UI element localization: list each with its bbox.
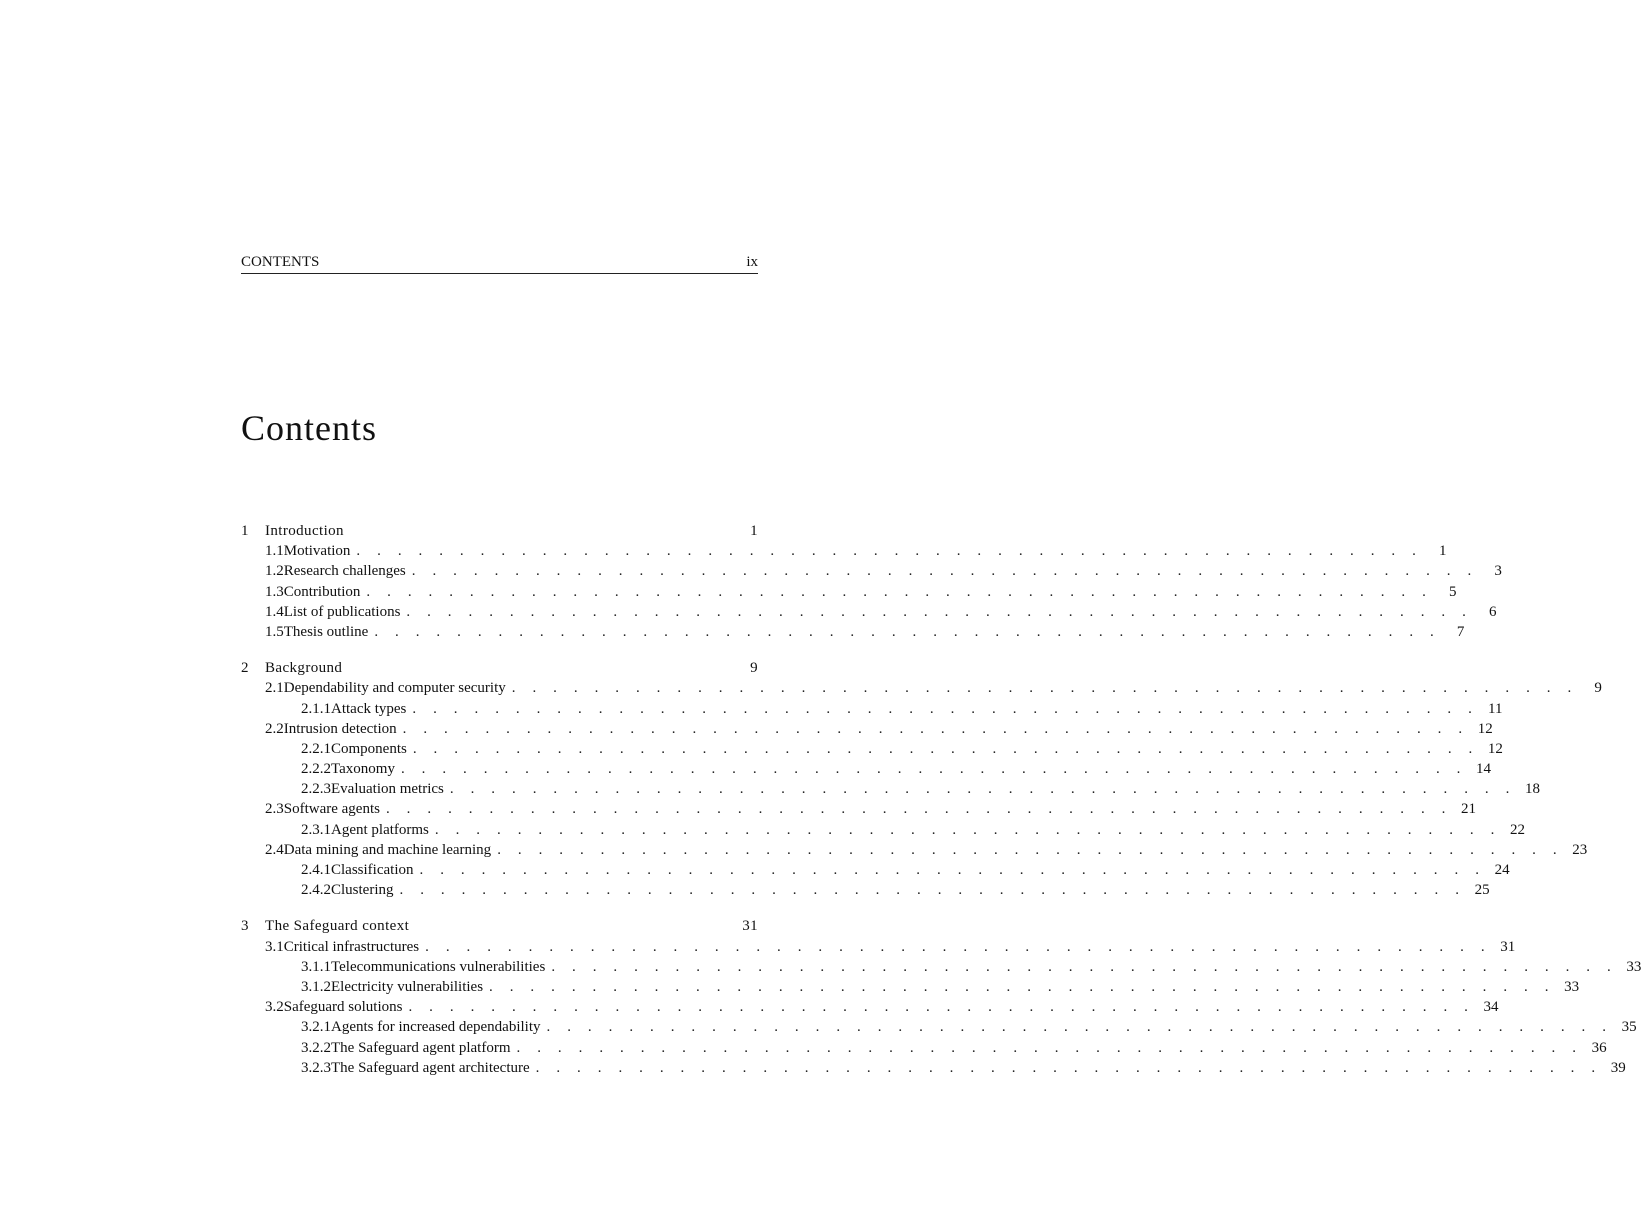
- toc-entry-title: Critical infrastructures: [283, 938, 420, 955]
- toc-entry-title: Electricity vulnerabilities: [331, 978, 484, 995]
- toc-dot-leader: . . . . . . . . . . . . . . . . . . . . . . . . . . . . . . . . . . . . . . . . . . . . . . . . . . . .: [551, 958, 1618, 975]
- toc-section-entry[interactable]: [241, 1038, 1607, 1058]
- toc-entry-number: 2.4.2: [301, 882, 331, 899]
- toc-entry-page: 9: [1594, 680, 1602, 697]
- toc-section-entry[interactable]: [241, 840, 1588, 860]
- toc-section-entry[interactable]: [241, 957, 1641, 977]
- toc-entry-number: 1.4: [265, 603, 284, 620]
- toc-entry-page: 14: [1476, 761, 1492, 778]
- toc-entry-page: 25: [1474, 882, 1490, 899]
- toc-section-entry[interactable]: [241, 602, 1497, 622]
- toc-entry-title: List of publications: [283, 603, 401, 620]
- toc-entry-title: Software agents: [283, 801, 380, 818]
- toc-section-entry[interactable]: [241, 739, 1503, 759]
- toc-entry-title: Introduction: [265, 523, 344, 539]
- toc-entry-number: 2: [241, 660, 249, 677]
- toc-entry-number: 1.3: [265, 583, 284, 600]
- toc-entry-page: 31: [742, 918, 758, 935]
- toc-entry-page: 7: [1456, 623, 1465, 640]
- toc-entry-page: 39: [1610, 1059, 1626, 1076]
- toc-entry-number: 2.4: [265, 841, 284, 858]
- toc-dot-leader: . . . . . . . . . . . . . . . . . . . . . . . . . . . . . . . . . . . . . . . . . . . . . . . . . . . .: [356, 543, 1423, 560]
- toc-entry-title: Research challenges: [283, 563, 406, 580]
- toc-dot-leader: . . . . . . . . . . . . . . . . . . . . . . . . . . . . . . . . . . . . . . . . . . . . . . . . . . . .: [425, 938, 1492, 955]
- toc-entry-number: 3.1.1: [301, 958, 331, 975]
- toc-dot-leader: . . . . . . . . . . . . . . . . . . . . . . . . . . . . . . . . . . . . . . . . . . . . . . . . . . . .: [516, 1039, 1583, 1056]
- toc-dot-leader: . . . . . . . . . . . . . . . . . . . . . . . . . . . . . . . . . . . . . . . . . . . . . . . . . . . .: [434, 821, 1501, 838]
- toc-section-entry[interactable]: [241, 860, 1510, 880]
- toc-dot-leader: . . . . . . . . . . . . . . . . . . . . . . . . . . . . . . . . . . . . . . . . . . . . . . . . . . . .: [412, 700, 1479, 717]
- toc-dot-leader: . . . . . . . . . . . . . . . . . . . . . . . . . . . . . . . . . . . . . . . . . . . . . . . . . . . .: [406, 603, 1473, 620]
- toc-entry-page: 21: [1461, 801, 1477, 818]
- toc-entry-number: 2.2.3: [301, 781, 331, 798]
- toc-entry-title: The Safeguard agent platform: [331, 1039, 511, 1056]
- toc-entry-title: Classification: [331, 862, 414, 878]
- toc-entry-title: Attack types: [331, 700, 407, 717]
- toc-entry-number: 2.3.1: [301, 821, 331, 838]
- toc-entry-number: 3: [241, 918, 249, 935]
- toc-chapter-entry[interactable]: [241, 916, 758, 936]
- toc-dot-leader: . . . . . . . . . . . . . . . . . . . . . . . . . . . . . . . . . . . . . . . . . . . . . . . . . . . .: [412, 740, 1479, 757]
- toc-dot-leader: . . . . . . . . . . . . . . . . . . . . . . . . . . . . . . . . . . . . . . . . . . . . . . . . . . . .: [546, 1019, 1613, 1036]
- toc-entry-title: Data mining and machine learning: [283, 841, 492, 858]
- toc-entry-title: Agent platforms: [331, 821, 429, 838]
- toc-dot-leader: . . . . . . . . . . . . . . . . . . . . . . . . . . . . . . . . . . . . . . . . . . . . . . . . . . . .: [449, 781, 1516, 798]
- toc-section-entry[interactable]: [241, 779, 1540, 799]
- toc-section-entry[interactable]: [241, 997, 1499, 1017]
- toc-dot-leader: . . . . . . . . . . . . . . . . . . . . . . . . . . . . . . . . . . . . . . . . . . . . . . . . . . . .: [366, 583, 1433, 600]
- toc-section-entry[interactable]: [241, 880, 1490, 900]
- toc-entry-number: 2.2.2: [301, 761, 331, 778]
- toc-entry-page: 33: [1626, 958, 1641, 975]
- toc-section-entry[interactable]: [241, 1058, 1626, 1078]
- toc-dot-leader: . . . . . . . . . . . . . . . . . . . . . . . . . . . . . . . . . . . . . . . . . . . . . . . . . . . .: [411, 563, 1478, 580]
- toc-section-entry[interactable]: [241, 582, 1457, 602]
- toc-section-entry[interactable]: [241, 799, 1477, 819]
- toc-entry-number: 2.1: [265, 680, 284, 697]
- toc-entry-number: 1.2: [265, 563, 284, 580]
- toc-entry-page: 22: [1509, 821, 1525, 838]
- toc-dot-leader: . . . . . . . . . . . . . . . . . . . . . . . . . . . . . . . . . . . . . . . . . . . . . . . . . . . .: [408, 999, 1475, 1016]
- page-number: ix: [746, 254, 758, 270]
- toc-entry-number: 2.3: [265, 801, 284, 818]
- running-title: CONTENTS: [241, 254, 320, 270]
- toc-entry-page: 1: [750, 523, 758, 539]
- toc-entry-number: 3.2.2: [301, 1039, 331, 1056]
- toc-dot-leader: . . . . . . . . . . . . . . . . . . . . . . . . . . . . . . . . . . . . . . . . . . . . . . . . . . . .: [535, 1059, 1602, 1076]
- toc-entry-number: 3.2: [265, 999, 284, 1016]
- toc-entry-title: Contribution: [283, 583, 361, 600]
- toc-entry-title: Agents for increased dependability: [331, 1019, 541, 1036]
- toc-entry-title: Clustering: [331, 882, 394, 899]
- toc-entry-number: 2.1.1: [301, 700, 331, 717]
- toc-entry-number: 2.2.1: [301, 740, 331, 757]
- toc-entry-number: 3.2.1: [301, 1019, 331, 1036]
- toc-entry-title: Telecommunications vulnerabilities: [331, 958, 546, 975]
- toc-entry-page: 11: [1488, 700, 1503, 717]
- toc-entry-page: 34: [1483, 999, 1499, 1016]
- toc-entry-page: 12: [1487, 740, 1503, 757]
- toc-entry-number: 2.2: [265, 720, 284, 737]
- toc-entry-title: Dependability and computer security: [283, 680, 506, 697]
- toc-entry-title: Safeguard solutions: [283, 999, 403, 1016]
- toc-entry-number: 3.1: [265, 938, 284, 955]
- toc-dot-leader: . . . . . . . . . . . . . . . . . . . . . . . . . . . . . . . . . . . . . . . . . . . . . . . . . . . .: [489, 978, 1556, 995]
- toc-entry-page: 36: [1591, 1039, 1607, 1056]
- toc-entry-number: 1.5: [265, 623, 284, 640]
- toc-entry-number: 3.1.2: [301, 978, 331, 995]
- toc-section-entry[interactable]: [241, 977, 1580, 997]
- toc-entry-number: 1: [241, 523, 249, 539]
- toc-section-entry[interactable]: [241, 759, 1492, 779]
- toc-section-entry[interactable]: [241, 699, 1503, 719]
- toc-section-entry[interactable]: [241, 719, 1493, 739]
- toc-entry-title: Components: [331, 740, 407, 757]
- toc-dot-leader: . . . . . . . . . . . . . . . . . . . . . . . . . . . . . . . . . . . . . . . . . . . . . . . . . . . .: [400, 761, 1468, 778]
- toc-section-entry[interactable]: [241, 541, 1447, 561]
- toc-entry-title: Taxonomy: [331, 761, 395, 778]
- toc-entry-page: 24: [1494, 862, 1510, 878]
- toc-dot-leader: . . . . . . . . . . . . . . . . . . . . . . . . . . . . . . . . . . . . . . . . . . . . . . . . . . . .: [402, 720, 1469, 737]
- toc-section-entry[interactable]: [241, 561, 1502, 581]
- toc-entry-page: 18: [1524, 781, 1540, 798]
- toc-entry-page: 5: [1448, 583, 1457, 600]
- toc-entry-page: 6: [1488, 603, 1497, 620]
- table-of-contents: [241, 521, 1641, 1078]
- toc-entry-page: 3: [1494, 563, 1502, 580]
- toc-section-entry[interactable]: [241, 622, 1465, 642]
- toc-dot-leader: . . . . . . . . . . . . . . . . . . . . . . . . . . . . . . . . . . . . . . . . . . . . . . . . . . . .: [419, 862, 1486, 878]
- toc-entry-title: Intrusion detection: [283, 720, 397, 737]
- toc-chapter-entry[interactable]: [241, 658, 758, 678]
- toc-dot-leader: . . . . . . . . . . . . . . . . . . . . . . . . . . . . . . . . . . . . . . . . . . . . . . . . . . . .: [385, 801, 1453, 818]
- toc-chapter-entry[interactable]: [241, 521, 758, 541]
- toc-entry-page: 35: [1621, 1019, 1637, 1036]
- running-header: [241, 253, 758, 274]
- toc-dot-leader: . . . . . . . . . . . . . . . . . . . . . . . . . . . . . . . . . . . . . . . . . . . . . . . . . . . .: [399, 882, 1466, 899]
- toc-entry-title: Evaluation metrics: [331, 781, 444, 798]
- toc-entry-title: Motivation: [283, 543, 351, 560]
- toc-entry-page: 12: [1477, 720, 1493, 737]
- toc-entry-title: Background: [265, 660, 343, 677]
- toc-entry-title: The Safeguard agent architecture: [331, 1059, 530, 1076]
- toc-section-entry[interactable]: [241, 820, 1525, 840]
- toc-entry-page: 9: [750, 660, 758, 677]
- toc-dot-leader: . . . . . . . . . . . . . . . . . . . . . . . . . . . . . . . . . . . . . . . . . . . . . . . . . . . .: [511, 680, 1578, 697]
- toc-entry-page: 1: [1438, 543, 1447, 560]
- toc-entry-number: 2.4.1: [301, 862, 331, 878]
- toc-entry-page: 31: [1500, 938, 1516, 955]
- toc-section-entry[interactable]: [241, 937, 1516, 957]
- toc-entry-number: 3.2.3: [301, 1059, 331, 1076]
- toc-section-entry[interactable]: [241, 1017, 1637, 1037]
- toc-entry-page: 33: [1564, 978, 1580, 995]
- toc-entry-title: Thesis outline: [283, 623, 369, 640]
- toc-dot-leader: . . . . . . . . . . . . . . . . . . . . . . . . . . . . . . . . . . . . . . . . . . . . . . . . . . . .: [374, 623, 1441, 640]
- toc-section-entry[interactable]: [241, 678, 1602, 698]
- toc-entry-page: 23: [1572, 841, 1588, 858]
- page-title: Contents: [241, 408, 378, 448]
- toc-entry-number: 1.1: [265, 543, 284, 560]
- toc-dot-leader: . . . . . . . . . . . . . . . . . . . . . . . . . . . . . . . . . . . . . . . . . . . . . . . . . . . .: [497, 841, 1564, 858]
- toc-entry-title: The Safeguard context: [265, 918, 410, 935]
